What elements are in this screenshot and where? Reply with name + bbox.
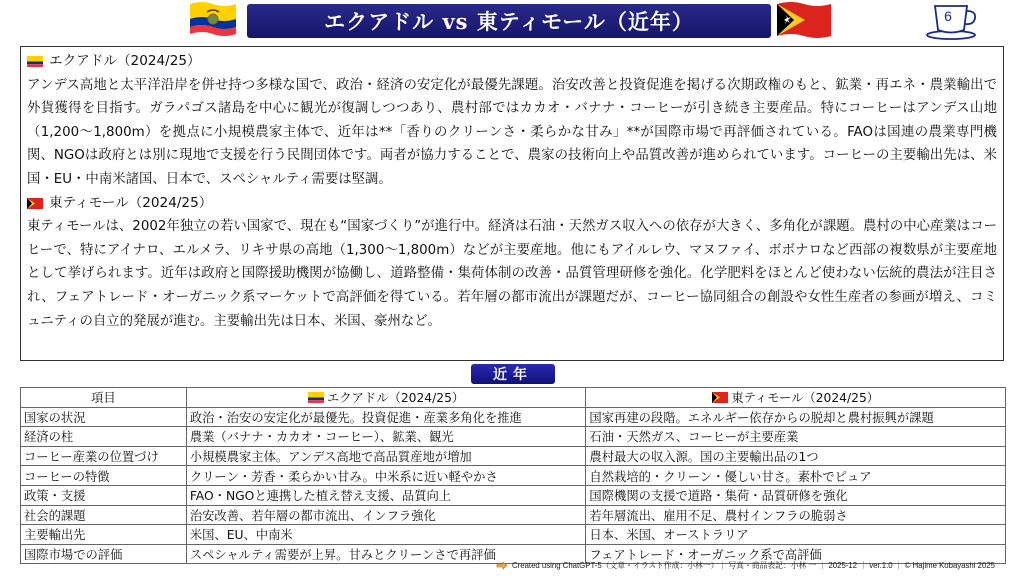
ecuador-heading-text: エクアドル（2024/25） <box>49 53 201 69</box>
table-row <box>21 446 1006 466</box>
timor-cell: 国家再建の段階。エネルギー依存からの脱却と農村振興が課題 <box>586 407 1006 427</box>
ecuador-cell: 治安改善、若年層の都市流出、インフラ強化 <box>186 505 586 525</box>
ecuador-cell: FAO・NGOと連携した植え替え支援、品質向上 <box>186 485 586 505</box>
timor-cell: 若年層流出、雇用不足、農村インフラの脆弱さ <box>586 505 1006 525</box>
section-badge: 近年 <box>471 364 555 384</box>
timor-description: 東ティモールは、2002年独立の若い国家で、現在も“国家づくり”が進行中。経済は石油・天然ガス収入への依存が大きく、多角化が課題。農村の中心産業はコーヒーで、特にアイナロ、エルメラ、リキサ県の高地（1,300〜1,800m）などが主要産地。他にもアイルレウ、マヌファイ、ボボナロなど西部の複数県が主要産地として挙げられます。近年は政府と国際援助機関が協働し、道路整備・集荷体制の改善・品質管理研修を強化。化学肥料をほとんど使わない伝統的農法が注目され、フェアトレード・オーガニック系マーケットで高評価を得ている。若年層の都市流出が課題だが、コーヒー協同組合の創設や女性生産者の参画が増え、コミュニティの自立的発展が進む。主要輸出先は日本、米国、豪州など。 <box>27 219 997 329</box>
timor-cell: 日本、米国、オーストラリア <box>586 525 1006 545</box>
timor-leste-flag-icon <box>27 198 43 209</box>
timor-cell: フェアトレード・オーガニック系で高評価 <box>586 544 1006 564</box>
ecuador-cell: 農業（バナナ・カカオ・コーヒー）、鉱業、観光 <box>186 427 586 447</box>
page-title: エクアドル vs 東ティモール（近年） <box>247 4 771 38</box>
pointing-hand-icon <box>496 561 508 570</box>
table-row <box>21 466 1006 486</box>
timor-cell: 自然栽培的・クリーン・優しい甘さ。素朴でピュア <box>586 466 1006 486</box>
timor-cell: 石油・天然ガス、コーヒーが主要産業 <box>586 427 1006 447</box>
timor-heading-text: 東ティモール（2024/25） <box>49 194 213 211</box>
row-label: 国家の状況 <box>21 407 187 427</box>
table-header-row <box>21 388 1006 408</box>
row-label: コーヒー産業の位置づけ <box>21 446 187 466</box>
comparison-table <box>20 387 1006 564</box>
description-panel <box>20 46 1004 361</box>
ecuador-cell: 小規模農家主体。アンデス高地で高品質産地が増加 <box>186 446 586 466</box>
footer-text: Created using ChatGPT-5（文章・イラスト作成：小林一）｜ 写真・商品表記：小林 一 ｜ 2025-12 ｜ ver.1.0 ｜ © Hajime Kobayashi 2025 <box>512 560 995 570</box>
table-row <box>21 525 1006 545</box>
header-item: 項目 <box>21 388 187 408</box>
header-ecuador: エクアドル（2024/25） <box>186 388 586 408</box>
ecuador-flag-icon <box>27 56 43 67</box>
page-number: 6 <box>944 8 952 24</box>
ecuador-cell: 米国、EU、中南米 <box>186 525 586 545</box>
timor-heading <box>27 192 997 216</box>
row-label: 社会的課題 <box>21 505 187 525</box>
table-row <box>21 485 1006 505</box>
ecuador-cell: スペシャルティ需要が上昇。甘みとクリーンさで再評価 <box>186 544 586 564</box>
timor-leste-flag-icon <box>712 392 728 403</box>
ecuador-flag-icon <box>308 392 324 403</box>
footer-credit <box>496 558 1018 572</box>
row-label: 政策・支援 <box>21 485 187 505</box>
ecuador-flag-icon <box>188 0 238 42</box>
row-label: 国際市場での評価 <box>21 544 187 564</box>
table-row <box>21 505 1006 525</box>
table-row <box>21 407 1006 427</box>
ecuador-cell: クリーン・芳香・柔らかい甘み。中米系に近い軽やかさ <box>186 466 586 486</box>
table-row <box>21 427 1006 447</box>
timor-cell: 国際機関の支援で道路・集荷・品質研修を強化 <box>586 485 1006 505</box>
row-label: 主要輸出先 <box>21 525 187 545</box>
timor-cell: 農村最大の収入源。国の主要輸出品の1つ <box>586 446 1006 466</box>
header-timor: 東ティモール（2024/25） <box>586 388 1006 408</box>
timor-leste-flag-icon <box>775 0 833 42</box>
ecuador-heading <box>27 50 997 74</box>
row-label: コーヒーの特徴 <box>21 466 187 486</box>
ecuador-cell: 政治・治安の安定化が最優先。投資促進・産業多角化を推進 <box>186 407 586 427</box>
ecuador-description: アンデス高地と太平洋沿岸を併せ持つ多様な国で、政治・経済の安定化が最優先課題。治安改善と投資促進を掲げる次期政権のもと、鉱業・再エネ・農業輸出で外貨獲得を目指す。ガラパゴス諸島を中心に観光が復調しつつあり、農村部ではカカオ・バナナ・コーヒーが引き続き主要産品。特にコーヒーはアンデス山地（1,200〜1,800m）を拠点に小規模農家主体で、近年は**「香りのクリーンさ・柔らかな甘み」**が国際市場で再評価されている。FAOは国連の農業専門機関、NGOは政府とは別に現地で支援を行う民間団体です。両者が協力することで、農家の技術向上や品質改善が進められています。コーヒーの主要輸出先は、米国・EU・中南米諸国、日本で、スペシャルティ需要は堅調。 <box>27 77 997 187</box>
row-label: 経済の柱 <box>21 427 187 447</box>
